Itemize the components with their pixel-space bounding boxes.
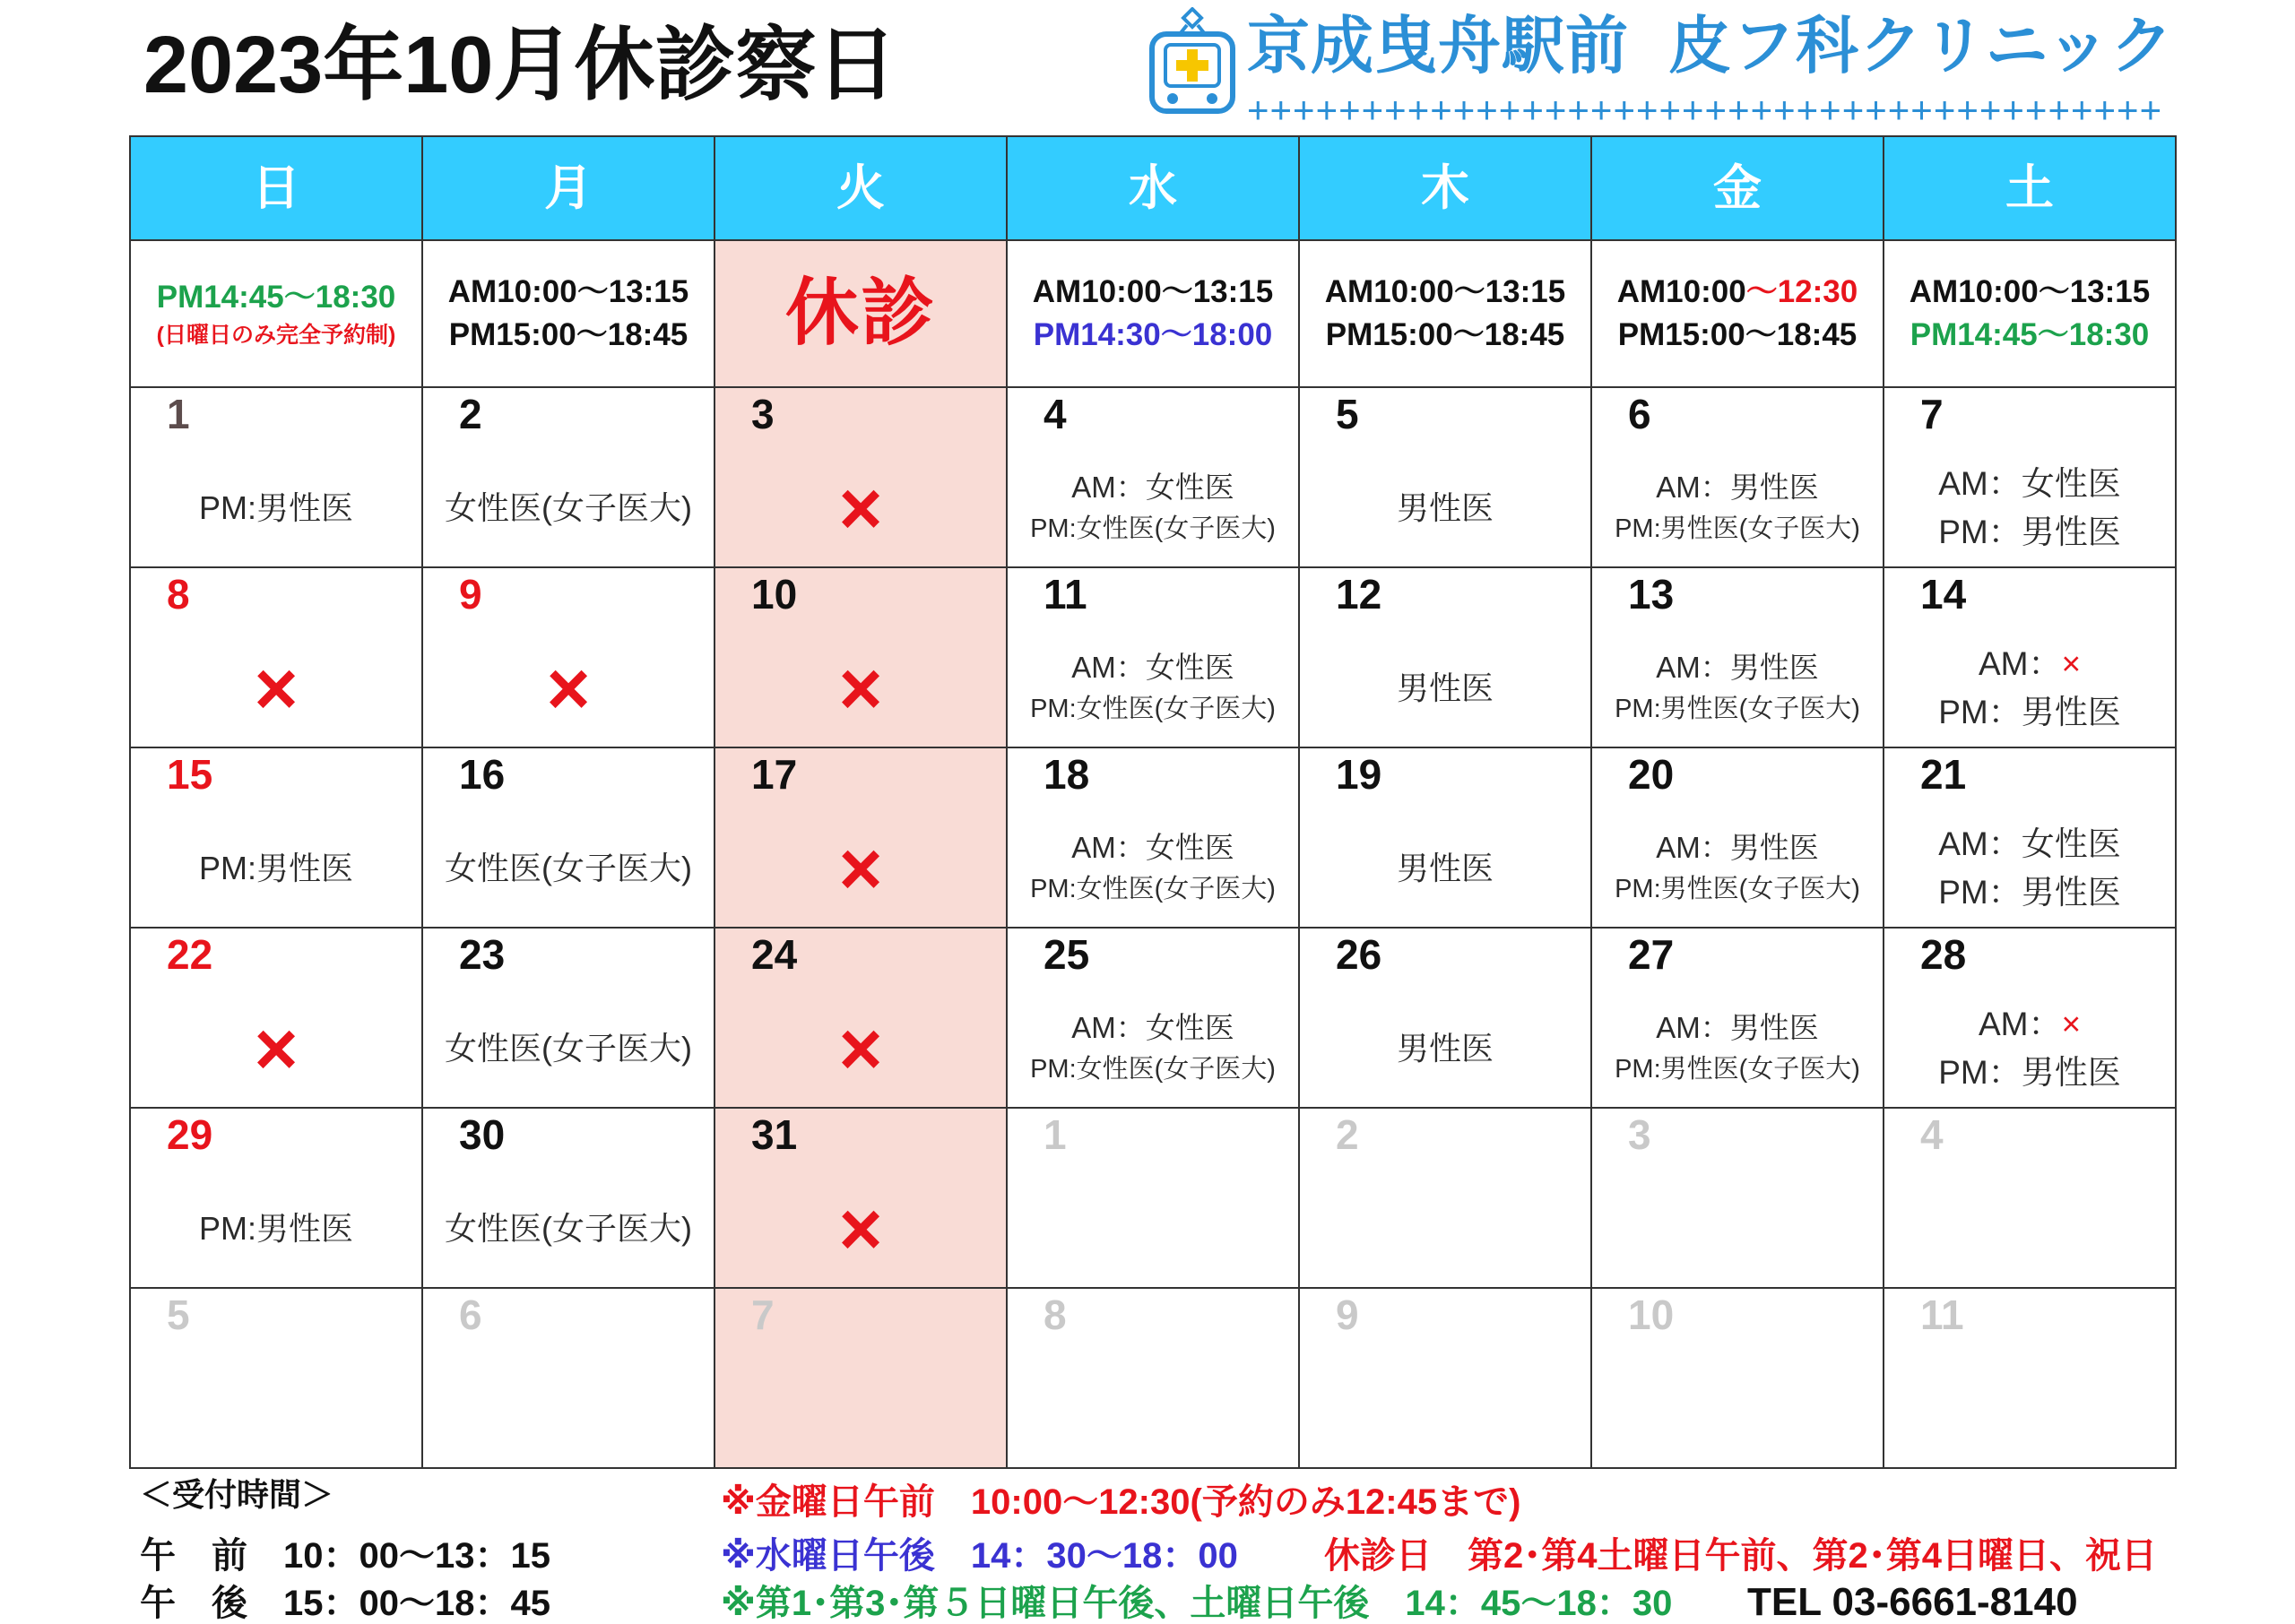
- doctor-segment: AM：女性医: [1071, 650, 1234, 684]
- weekday-header: [1884, 137, 2177, 241]
- day-content: [1300, 629, 1590, 747]
- day-content: [715, 809, 1006, 927]
- clinic-name-station: 京成曳舟駅前: [1247, 11, 1629, 81]
- day-content: [1592, 1170, 1883, 1287]
- day-content: [715, 1170, 1006, 1287]
- day-cell: [1592, 1109, 1884, 1289]
- doctor-line: [445, 1208, 692, 1249]
- doctor-segment: AM：女性医: [1071, 1010, 1234, 1044]
- day-cell: [423, 1289, 715, 1469]
- doctor-line: [1030, 868, 1276, 910]
- day-content: [423, 1170, 714, 1287]
- doctor-segment: AM：女性医: [1938, 825, 2121, 862]
- day-content: [1884, 1350, 2175, 1467]
- doctor-segment: PM:女性医(女子医大): [1030, 694, 1276, 723]
- day-content: [1300, 1170, 1590, 1287]
- day-cell: [1008, 929, 1300, 1109]
- hours-segment: PM15:00～18:45: [1617, 317, 1858, 352]
- doctor-segment: PM：男性医: [1938, 513, 2121, 550]
- weekday-label: 金: [1713, 161, 1762, 215]
- doctor-line: [1397, 1028, 1494, 1069]
- day-content: [1300, 1350, 1590, 1467]
- date-number: 7: [751, 1291, 775, 1338]
- doctor-line: [445, 848, 692, 889]
- doctor-line: [1938, 820, 2121, 868]
- day-cell: [423, 1109, 715, 1289]
- date-number: 11: [1044, 571, 1087, 618]
- day-cell: [715, 568, 1008, 748]
- day-content: [1008, 449, 1298, 566]
- date-number: 10: [751, 571, 798, 618]
- date-number: 2: [1336, 1111, 1359, 1158]
- doctor-line: [1030, 1049, 1276, 1090]
- day-cell: [423, 748, 715, 929]
- hours-segment: PM15:00～18:45: [1325, 317, 1565, 352]
- reception-afternoon-hours: 午 後 15：00～18：45: [140, 1584, 550, 1623]
- day-content: [131, 989, 421, 1107]
- doctor-line: [1656, 827, 1819, 868]
- day-content: [1884, 809, 2175, 927]
- clinic-train-icon: [1148, 7, 1237, 119]
- day-cell: [131, 1109, 423, 1289]
- hours-cell: [1008, 241, 1300, 388]
- doctor-segment: AM：男性医: [1656, 650, 1819, 684]
- doctor-segment: PM:女性医(女子医大): [1030, 874, 1276, 903]
- day-content: [1300, 989, 1590, 1107]
- doctor-line: [1397, 848, 1494, 889]
- doctor-segment: PM:男性医: [198, 849, 353, 886]
- date-number: 28: [1920, 931, 1967, 978]
- weekday-label: 木: [1421, 161, 1469, 215]
- doctor-segment: PM:男性医(女子医大): [1615, 1054, 1860, 1084]
- clinic-name-department: 皮フ科クリニック: [1668, 11, 2174, 81]
- hours-cell: [1592, 241, 1884, 388]
- date-number: 6: [1628, 391, 1651, 437]
- hours-segment: AM10:00～13:15: [1324, 274, 1566, 309]
- day-cell: [1300, 1109, 1592, 1289]
- date-number: 12: [1336, 571, 1382, 618]
- weekday-header: [1300, 137, 1592, 241]
- day-content: [1592, 1350, 1883, 1467]
- day-content: [423, 809, 714, 927]
- doctor-segment: PM：男性医: [1938, 873, 2121, 911]
- date-number: 9: [459, 571, 482, 618]
- doctor-segment: PM:男性医: [198, 1209, 353, 1247]
- date-number: 1: [1044, 1111, 1067, 1158]
- date-number: 18: [1044, 751, 1090, 798]
- day-content: [131, 629, 421, 747]
- day-cell: [1884, 748, 2177, 929]
- hours-cell: [715, 241, 1008, 388]
- date-number: 22: [167, 931, 213, 978]
- day-cell: [715, 1289, 1008, 1469]
- date-number: 26: [1336, 931, 1382, 978]
- weekday-header: [1008, 137, 1300, 241]
- doctor-line: [199, 488, 353, 529]
- doctor-segment: PM:男性医(女子医大): [1615, 514, 1860, 543]
- doctor-segment: 女性医(女子医大): [445, 488, 692, 526]
- date-number: 3: [751, 391, 775, 437]
- weekday-label: 火: [836, 161, 885, 215]
- weekday-header: [715, 137, 1008, 241]
- day-cell: [131, 388, 423, 568]
- closed-mark: ×: [546, 645, 591, 730]
- date-number: 9: [1336, 1291, 1359, 1338]
- doctor-segment: ×: [2061, 644, 2082, 682]
- doctor-segment: AM：女性医: [1071, 470, 1234, 504]
- doctor-line: [1979, 1000, 2081, 1049]
- date-number: 3: [1628, 1111, 1651, 1158]
- day-cell: [131, 929, 423, 1109]
- date-number: 13: [1628, 571, 1675, 618]
- day-cell: [715, 748, 1008, 929]
- day-cell: [1300, 568, 1592, 748]
- day-content: [1592, 809, 1883, 927]
- doctor-segment: PM:男性医(女子医大): [1615, 874, 1860, 903]
- hours-segment: PM14:45～18:30: [1910, 317, 2150, 352]
- doctor-line: [1615, 1049, 1860, 1090]
- date-number: 30: [459, 1111, 506, 1158]
- day-cell: [1884, 929, 2177, 1109]
- day-content: [131, 1350, 421, 1467]
- date-number: 14: [1920, 571, 1967, 618]
- doctor-line: [1656, 1007, 1819, 1049]
- doctor-line: [199, 848, 353, 889]
- doctor-segment: AM：女性医: [1071, 830, 1234, 864]
- date-number: 6: [459, 1291, 482, 1338]
- closed-day-label: 休診: [784, 272, 936, 354]
- date-number: 10: [1628, 1291, 1675, 1338]
- date-number: 7: [1920, 391, 1944, 437]
- day-cell: [131, 1289, 423, 1469]
- doctor-segment: PM：男性医: [1938, 693, 2121, 730]
- doctor-segment: AM：男性医: [1656, 470, 1819, 504]
- day-cell: [1884, 1289, 2177, 1469]
- closed-mark: ×: [838, 825, 883, 911]
- weekday-label: 水: [1129, 161, 1177, 215]
- day-cell: [1008, 1109, 1300, 1289]
- doctor-line: [1030, 688, 1276, 730]
- day-cell: [1300, 748, 1592, 929]
- date-number: 23: [459, 931, 506, 978]
- day-content: [423, 629, 714, 747]
- doctor-segment: ×: [2061, 1005, 2082, 1042]
- day-content: [715, 449, 1006, 566]
- hours-segment: ～12:30: [1745, 274, 1858, 309]
- hours-segment: AM10:00～13:15: [1032, 274, 1274, 309]
- day-content: [1008, 629, 1298, 747]
- date-number: 16: [459, 751, 506, 798]
- day-cell: [715, 1109, 1008, 1289]
- doctor-line: [199, 1208, 353, 1249]
- date-number: 2: [459, 391, 482, 437]
- date-number: 4: [1920, 1111, 1944, 1158]
- doctor-line: [1071, 647, 1234, 688]
- day-cell: [1008, 388, 1300, 568]
- weekday-header: [131, 137, 423, 241]
- hours-cell: [1300, 241, 1592, 388]
- day-content: [423, 989, 714, 1107]
- doctor-segment: PM:男性医(女子医大): [1615, 694, 1860, 723]
- date-number: 21: [1920, 751, 1967, 798]
- doctor-segment: 男性医: [1396, 669, 1494, 706]
- day-content: [1008, 989, 1298, 1107]
- date-number: 25: [1044, 931, 1090, 978]
- day-cell: [1592, 568, 1884, 748]
- date-number: 24: [751, 931, 798, 978]
- weekday-header: [1592, 137, 1884, 241]
- hours-line: [449, 314, 688, 357]
- doctor-segment: PM:女性医(女子医大): [1030, 1054, 1276, 1084]
- date-number: 11: [1920, 1291, 1964, 1338]
- hours-segment: AM10:00～13:15: [1909, 274, 2151, 309]
- day-cell: [715, 388, 1008, 568]
- hours-segment: PM14:45～18:30: [156, 280, 396, 315]
- date-number: 15: [167, 751, 213, 798]
- doctor-line: [1615, 688, 1860, 730]
- date-number: 29: [167, 1111, 213, 1158]
- closed-mark: ×: [838, 465, 883, 550]
- hours-cell: [131, 241, 423, 388]
- hours-line: [1910, 314, 2150, 357]
- doctor-segment: PM:男性医: [198, 488, 353, 526]
- closed-mark: ×: [838, 1006, 883, 1091]
- doctor-segment: 女性医(女子医大): [445, 1209, 692, 1247]
- page-title: 2023年10月休診察日: [143, 21, 897, 110]
- hours-line: [1910, 271, 2150, 314]
- doctor-line: [1938, 460, 2121, 508]
- doctor-segment: AM：女性医: [1938, 464, 2121, 502]
- day-content: [423, 1350, 714, 1467]
- calendar-table: [129, 135, 2177, 1469]
- day-cell: [1300, 1289, 1592, 1469]
- doctor-line: [1938, 1049, 2121, 1097]
- weekday-label: 月: [544, 161, 593, 215]
- doctor-segment: AM：: [1978, 1005, 2062, 1042]
- day-cell: [131, 568, 423, 748]
- day-content: [131, 449, 421, 566]
- day-cell: [715, 929, 1008, 1109]
- hours-segment: PM14:30～18:00: [1033, 317, 1273, 352]
- day-content: [1884, 1170, 2175, 1287]
- doctor-line: [1071, 1007, 1234, 1049]
- day-cell: [1884, 568, 2177, 748]
- day-content: [1008, 1170, 1298, 1287]
- day-content: [1008, 1350, 1298, 1467]
- reception-morning-hours: 午 前 10：00～13：15: [140, 1536, 550, 1576]
- day-content: [1300, 809, 1590, 927]
- doctor-line: [1030, 508, 1276, 549]
- doctor-segment: 男性医: [1396, 1029, 1494, 1067]
- doctor-segment: PM：男性医: [1938, 1053, 2121, 1091]
- hours-note: (日曜日のみ完全予約制): [156, 323, 396, 348]
- day-cell: [1008, 568, 1300, 748]
- note-sunday-saturday-hours: ※第1･第3･第５日曜日午後、土曜日午後 14：45～18：30: [721, 1584, 1673, 1623]
- doctor-line: [1938, 508, 2121, 557]
- doctor-line: [1656, 647, 1819, 688]
- day-cell: [1008, 748, 1300, 929]
- day-content: [1592, 629, 1883, 747]
- doctor-segment: AM：: [1978, 644, 2062, 682]
- date-number: 8: [167, 571, 190, 618]
- date-number: 4: [1044, 391, 1067, 437]
- day-cell: [1300, 388, 1592, 568]
- doctor-line: [1979, 640, 2081, 688]
- day-cell: [1592, 748, 1884, 929]
- doctor-line: [1071, 827, 1234, 868]
- closed-mark: ×: [838, 645, 883, 730]
- hours-segment: PM15:00～18:45: [448, 317, 688, 352]
- hours-line: [1326, 314, 1565, 357]
- hours-segment: AM10:00: [1616, 274, 1746, 309]
- note-friday-hours: ※金曜日午前 10:00～12:30(予約のみ12:45まで): [721, 1482, 1521, 1522]
- note-closed-days: 休診日 第2･第4土曜日午前、第2･第4日曜日、祝日: [1324, 1536, 2157, 1576]
- day-cell: [1592, 388, 1884, 568]
- reception-heading: ＜受付時間＞: [140, 1476, 334, 1513]
- date-number: 1: [167, 391, 190, 437]
- day-content: [715, 629, 1006, 747]
- doctor-segment: PM:女性医(女子医大): [1030, 514, 1276, 543]
- date-number: 17: [751, 751, 798, 798]
- hours-segment: AM10:00～13:15: [447, 274, 689, 309]
- day-content: [131, 1170, 421, 1287]
- doctor-line: [1938, 688, 2121, 737]
- day-content: [1300, 449, 1590, 566]
- doctor-segment: 女性医(女子医大): [445, 849, 692, 886]
- hours-cell: [423, 241, 715, 388]
- day-cell: [1592, 1289, 1884, 1469]
- doctor-line: [1397, 488, 1494, 529]
- day-content: [715, 1350, 1006, 1467]
- date-number: 27: [1628, 931, 1675, 978]
- doctor-line: [1938, 868, 2121, 917]
- day-content: [1884, 629, 2175, 747]
- doctor-segment: 男性医: [1396, 488, 1494, 526]
- hours-line: [157, 276, 396, 319]
- weekday-label: 日: [252, 161, 300, 215]
- day-cell: [1300, 929, 1592, 1109]
- clinic-name: [1247, 11, 2174, 81]
- date-number: 8: [1044, 1291, 1067, 1338]
- hours-line: [1034, 314, 1273, 357]
- doctor-line: [445, 488, 692, 529]
- doctor-line: [445, 1028, 692, 1069]
- logo-plus-row: ++++++++++++++++++++++++++++++++++++++++: [1247, 89, 2163, 131]
- hours-line: [1617, 271, 1858, 314]
- day-cell: [1008, 1289, 1300, 1469]
- day-content: [1592, 989, 1883, 1107]
- day-cell: [1884, 1109, 2177, 1289]
- doctor-line: [1071, 467, 1234, 508]
- day-cell: [423, 388, 715, 568]
- closed-mark: ×: [254, 645, 299, 730]
- note-wednesday-hours: ※水曜日午後 14：30～18：00: [721, 1536, 1238, 1576]
- doctor-segment: 男性医: [1396, 849, 1494, 886]
- date-number: 20: [1628, 751, 1675, 798]
- phone-number: TEL 03-6661-8140: [1747, 1580, 2078, 1624]
- day-content: [1592, 449, 1883, 566]
- doctor-segment: AM：男性医: [1656, 1010, 1819, 1044]
- date-number: 31: [751, 1111, 798, 1158]
- doctor-line: [1615, 508, 1860, 549]
- day-cell: [1592, 929, 1884, 1109]
- hours-line: [1618, 314, 1858, 357]
- hours-line: [1033, 271, 1273, 314]
- hours-cell: [1884, 241, 2177, 388]
- doctor-line: [1656, 467, 1819, 508]
- hours-line: [1325, 271, 1565, 314]
- closed-mark: ×: [254, 1006, 299, 1091]
- weekday-label: 土: [2005, 161, 2054, 215]
- day-content: [715, 989, 1006, 1107]
- day-content: [1884, 449, 2175, 566]
- date-number: 5: [1336, 391, 1359, 437]
- day-content: [131, 809, 421, 927]
- day-content: [423, 449, 714, 566]
- date-number: 5: [167, 1291, 190, 1338]
- doctor-segment: 女性医(女子医大): [445, 1029, 692, 1067]
- doctor-segment: AM：男性医: [1656, 830, 1819, 864]
- hours-line: [448, 271, 688, 314]
- closed-mark: ×: [838, 1186, 883, 1271]
- day-content: [1884, 989, 2175, 1107]
- day-cell: [1884, 388, 2177, 568]
- date-number: 19: [1336, 751, 1382, 798]
- doctor-line: [1615, 868, 1860, 910]
- doctor-line: [1397, 668, 1494, 709]
- day-cell: [131, 748, 423, 929]
- clinic-logo: [1146, 0, 2177, 130]
- day-cell: [423, 929, 715, 1109]
- day-content: [1008, 809, 1298, 927]
- day-cell: [423, 568, 715, 748]
- weekday-header: [423, 137, 715, 241]
